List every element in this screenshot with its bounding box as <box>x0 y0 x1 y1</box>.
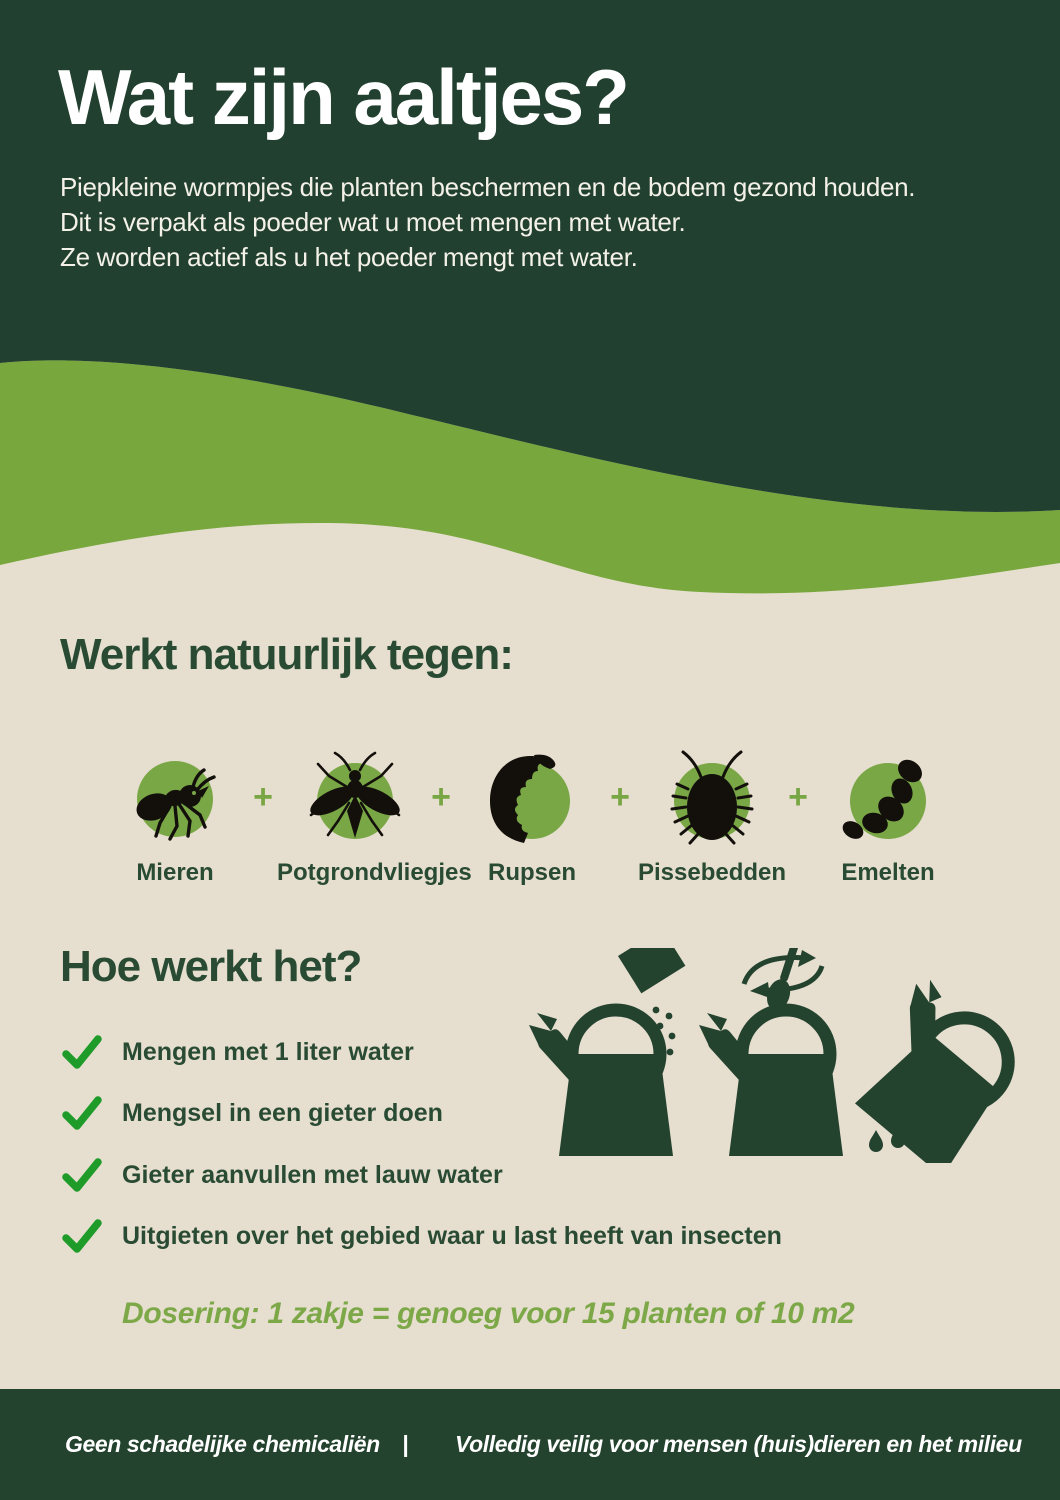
intro-line-3: Ze worden actief als u het poeder mengt met water. <box>60 242 638 272</box>
pest-item-pissebedden <box>634 745 790 887</box>
step-row <box>62 1219 782 1253</box>
footer-bar <box>0 1389 1060 1500</box>
pests-heading: Werkt natuurlijk tegen: <box>60 630 513 679</box>
step-label: Uitgieten over het gebied waar u last heeft van insecten <box>122 1221 782 1250</box>
pest-label: Potgrondvliegjes <box>277 859 472 886</box>
plus-separator: + <box>431 778 451 816</box>
checkmark-icon <box>62 1158 102 1192</box>
ant-icon <box>117 745 233 861</box>
pest-label: Pissebedden <box>637 859 787 886</box>
checkmark-icon <box>62 1219 102 1253</box>
watering-can-stir-icon <box>699 948 843 1156</box>
watering-can-steps-illustration <box>520 948 1020 1163</box>
hero-section <box>0 0 1060 311</box>
caterpillar-icon <box>474 745 590 861</box>
plus-separator: + <box>253 778 273 816</box>
step-label: Mengen met 1 liter water <box>122 1037 414 1066</box>
step-row <box>62 1035 414 1069</box>
intro-line-1: Piepkleine wormpjes die planten beschermen en de bodem gezond houden. <box>60 172 916 202</box>
watering-can-pour-packet-icon <box>529 948 685 1156</box>
pest-item-emelten <box>810 745 966 887</box>
pest-label: Mieren <box>136 859 214 886</box>
pest-label: Rupsen <box>487 859 576 886</box>
watering-can-pouring-icon <box>832 972 1020 1163</box>
wave-divider <box>0 310 1060 610</box>
plus-separator: + <box>788 778 808 816</box>
plus-separator: + <box>610 778 630 816</box>
woodlouse-icon <box>654 745 770 861</box>
how-heading: Hoe werkt het? <box>60 942 362 991</box>
checkmark-icon <box>62 1096 102 1130</box>
step-label: Mengsel in een gieter doen <box>122 1098 443 1127</box>
step-row <box>62 1158 503 1192</box>
fungus-gnat-icon <box>297 745 413 861</box>
dosage-note: Dosering: 1 zakje = genoeg voor 15 planten of 10 m2 <box>122 1297 855 1330</box>
intro-paragraph <box>60 170 915 275</box>
pest-item-rupsen <box>454 745 610 887</box>
pest-item-potgrondvliegjes <box>277 745 472 887</box>
footer-divider: | <box>402 1431 409 1457</box>
step-row <box>62 1096 443 1130</box>
checkmark-icon <box>62 1035 102 1069</box>
page-title: Wat zijn aaltjes? <box>58 53 628 141</box>
step-label: Gieter aanvullen met lauw water <box>122 1160 503 1189</box>
footer-left-text: Geen schadelijke chemicaliën <box>65 1431 380 1457</box>
pest-item-mieren <box>97 745 253 887</box>
pest-label: Emelten <box>841 859 935 886</box>
intro-line-2: Dit is verpakt als poeder wat u moet mengen met water. <box>60 207 686 237</box>
leatherjacket-icon <box>830 745 946 861</box>
footer-right-text: Volledig veilig voor mensen (huis)dieren en het milieu <box>455 1431 1022 1457</box>
